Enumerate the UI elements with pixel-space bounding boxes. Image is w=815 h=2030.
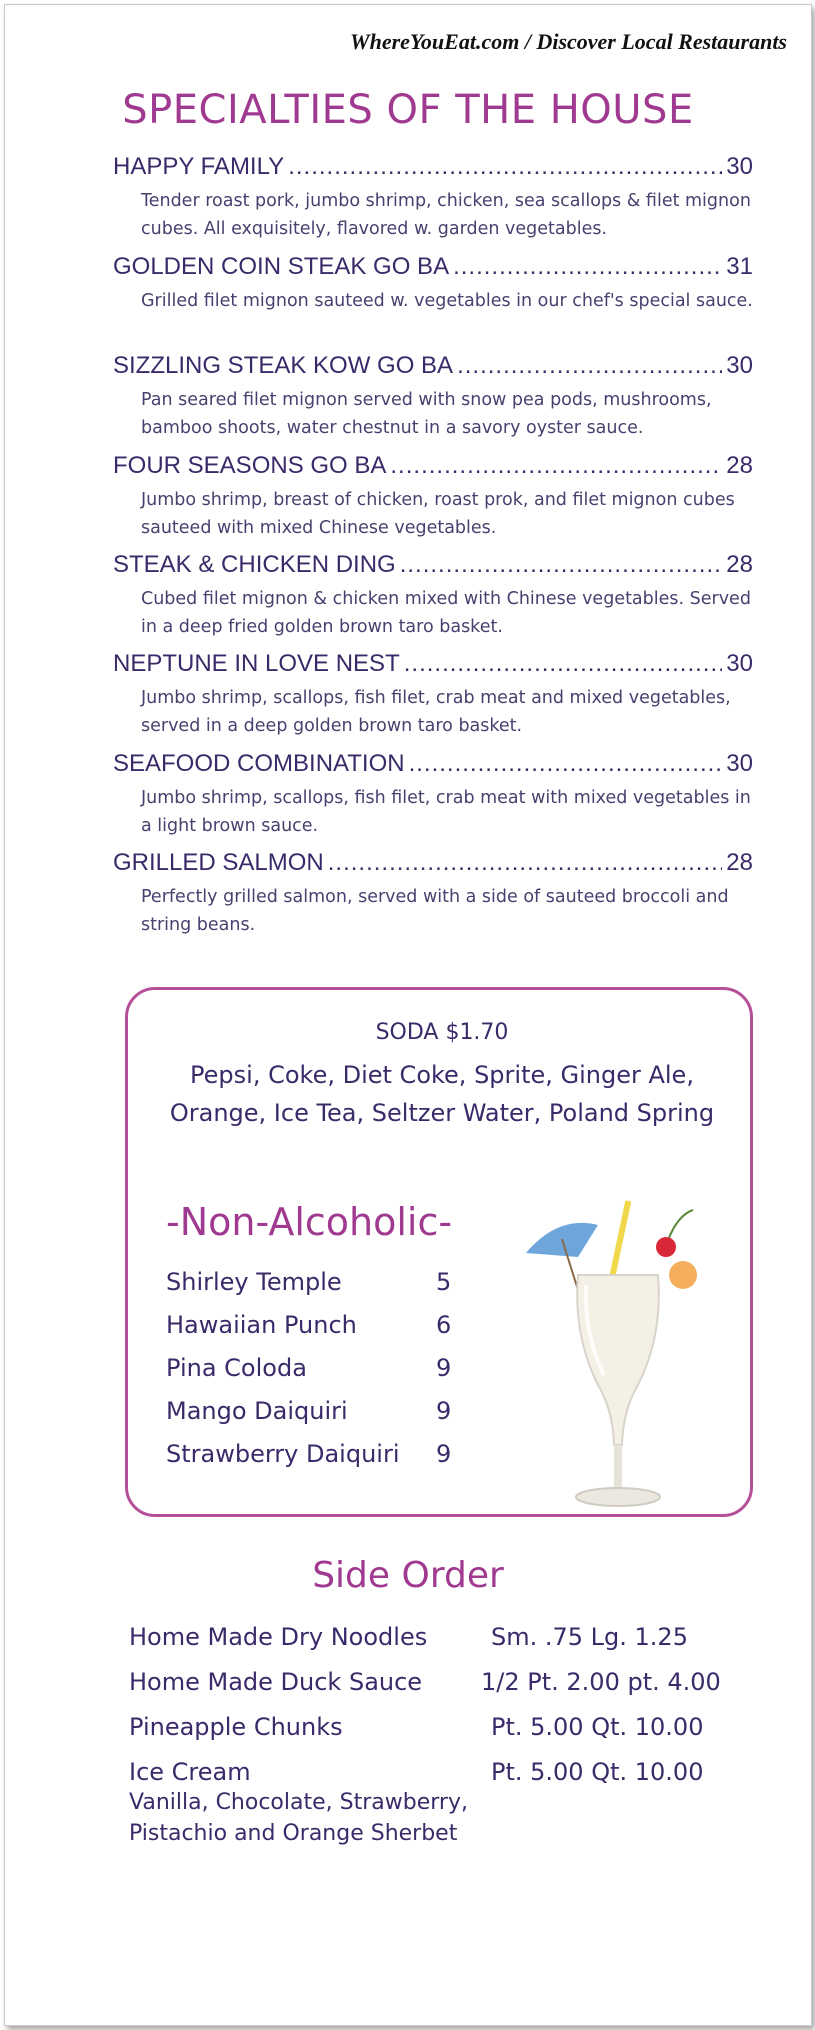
dot-leader — [404, 650, 723, 678]
dot-leader — [288, 153, 722, 181]
dish-name: SIZZLING STEAK KOW GO BA — [113, 352, 454, 379]
dish-item — [113, 849, 753, 939]
side-order-prices: Pt. 5.00 Qt. 10.00 — [491, 1758, 704, 1786]
flavors-line: Pistachio and Orange Sherbet — [129, 1821, 458, 1846]
dish-description: Perfectly grilled salmon, served with a side of sauteed broccoli and string beans. — [141, 887, 729, 935]
drink-row — [166, 1440, 466, 1468]
dish-item — [113, 650, 753, 740]
soda-label: SODA $1.70 — [375, 1020, 509, 1045]
dot-leader — [453, 253, 722, 281]
dish-description: Pan seared filet mignon served with snow pea pods, mushrooms, bamboo shoots, water chestnut in a savory oyster sauce. — [141, 390, 712, 438]
dish-name: STEAK & CHICKEN DING — [113, 551, 396, 578]
dish-description: Jumbo shrimp, scallops, fish filet, crab meat with mixed vegetables in a light brown sauce. — [141, 788, 751, 836]
dish-name: NEPTUNE IN LOVE NEST — [113, 650, 400, 677]
dish-description: Cubed filet mignon & chicken mixed with Chinese vegetables. Served in a deep fried golden brown taro basket. — [141, 589, 751, 637]
drink-name: Shirley Temple — [166, 1268, 342, 1296]
dish-price: 28 — [726, 551, 753, 578]
dot-leader — [400, 551, 723, 579]
menu-page — [4, 4, 812, 2026]
dish-description: Jumbo shrimp, scallops, fish filet, crab meat and mixed vegetables, served in a deep golden brown taro basket. — [141, 688, 731, 736]
dish-price: 30 — [726, 750, 753, 777]
dot-leader — [409, 750, 723, 778]
dot-leader — [390, 452, 722, 480]
dish-item — [113, 551, 753, 641]
dish-description: Grilled filet mignon sauteed w. vegetables in our chef's special sauce. — [141, 291, 753, 311]
drink-name: Pina Coloda — [166, 1354, 307, 1382]
drink-price: 9 — [436, 1397, 452, 1425]
soda-list: Pepsi, Coke, Diet Coke, Sprite, Ginger Ale, Orange, Ice Tea, Seltzer Water, Poland Spring — [169, 1061, 715, 1127]
side-order-row — [129, 1668, 749, 1696]
side-order-row — [129, 1758, 749, 1786]
dish-name: HAPPY FAMILY — [113, 153, 285, 180]
drink-price: 5 — [436, 1268, 452, 1296]
drink-row — [166, 1354, 466, 1382]
dish-item — [113, 352, 753, 442]
dish-description: Jumbo shrimp, breast of chicken, roast prok, and filet mignon cubes sauteed with mixed Chinese vegetables. — [141, 490, 735, 538]
drink-name: Mango Daiquiri — [166, 1397, 348, 1425]
side-order-name: Home Made Duck Sauce — [129, 1668, 423, 1696]
source-caption: WhereYouEat.com / Discover Local Restaurants — [350, 29, 787, 54]
drink-row — [166, 1311, 466, 1339]
dish-item — [113, 452, 753, 542]
drinks-panel — [125, 987, 753, 1517]
dish-item — [113, 253, 753, 315]
dish-price: 30 — [726, 153, 753, 180]
dish-description: Tender roast pork, jumbo shrimp, chicken, sea scallops & filet mignon cubes. All exquisitely, flavored w. garden vegetables. — [141, 191, 751, 239]
side-order-prices: 1/2 Pt. 2.00 pt. 4.00 — [481, 1668, 721, 1696]
side-order-row — [129, 1623, 749, 1651]
drink-glass-icon — [518, 1195, 718, 1515]
dish-name: FOUR SEASONS GO BA — [113, 452, 387, 479]
dot-leader — [457, 352, 722, 380]
side-order-name: Home Made Dry Noodles — [129, 1623, 428, 1651]
side-order-title: Side Order — [312, 1555, 504, 1596]
side-order-prices: Sm. .75 Lg. 1.25 — [491, 1623, 688, 1651]
dish-name: SEAFOOD COMBINATION — [113, 750, 405, 777]
drink-row — [166, 1268, 466, 1296]
dish-price: 28 — [726, 849, 753, 876]
drink-row — [166, 1397, 466, 1425]
dish-item — [113, 153, 753, 243]
dish-price: 30 — [726, 352, 753, 379]
dot-leader — [328, 849, 723, 877]
dish-price: 31 — [726, 253, 753, 280]
side-order-row — [129, 1713, 749, 1741]
dish-price: 28 — [726, 452, 753, 479]
ice-cream-flavors — [129, 1787, 468, 1849]
flavors-line: Vanilla, Chocolate, Strawberry, — [129, 1790, 468, 1815]
non-alcoholic-title: -Non-Alcoholic- — [166, 1200, 453, 1244]
side-order-name: Pineapple Chunks — [129, 1713, 343, 1741]
drink-price: 9 — [436, 1440, 452, 1468]
dish-name: GOLDEN COIN STEAK GO BA — [113, 253, 450, 280]
drink-price: 6 — [436, 1311, 452, 1339]
drink-price: 9 — [436, 1354, 452, 1382]
drink-name: Strawberry Daiquiri — [166, 1440, 400, 1468]
cherry-icon — [656, 1210, 693, 1257]
dish-name: GRILLED SALMON — [113, 849, 324, 876]
dish-item — [113, 750, 753, 840]
side-order-name: Ice Cream — [129, 1758, 251, 1786]
specialties-title: SPECIALTIES OF THE HOUSE — [122, 87, 694, 133]
dish-price: 30 — [726, 650, 753, 677]
drink-name: Hawaiian Punch — [166, 1311, 357, 1339]
side-order-prices: Pt. 5.00 Qt. 10.00 — [491, 1713, 704, 1741]
